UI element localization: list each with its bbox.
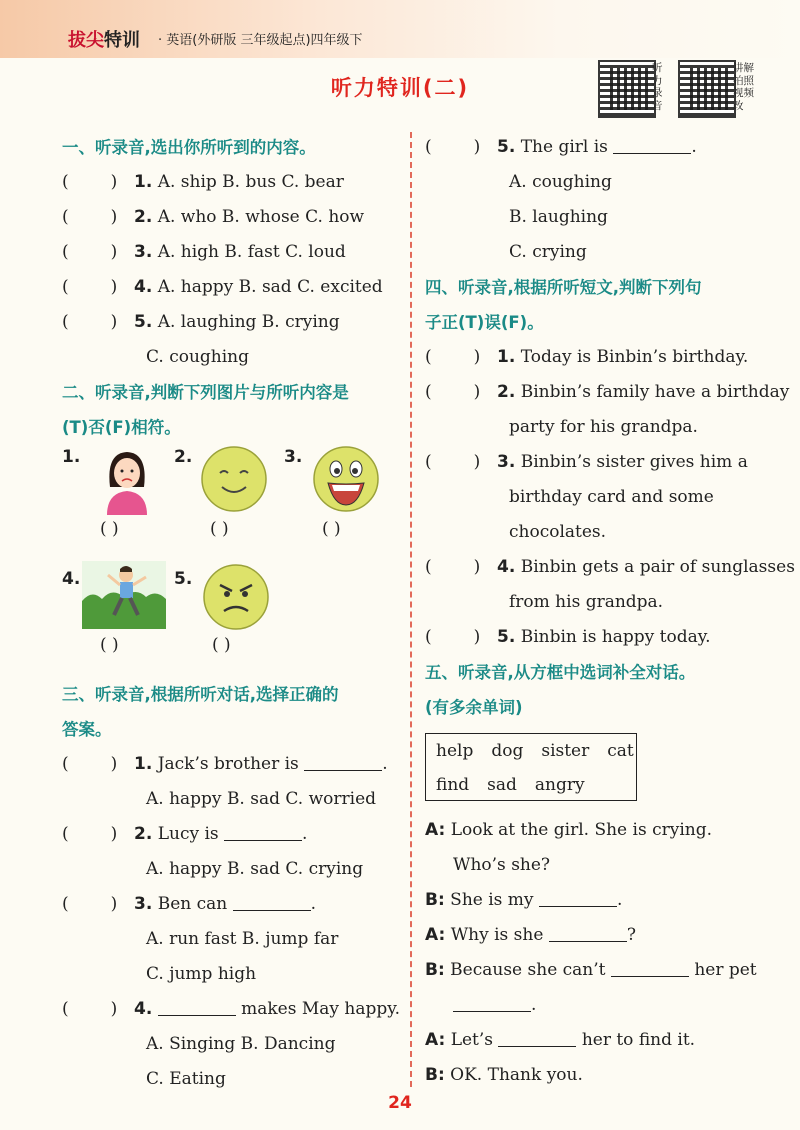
section4-heading-cont: 子正(T)误(F)。 — [425, 313, 544, 332]
fill-blank[interactable] — [453, 989, 531, 1012]
answer-paren[interactable]: ( ) — [100, 635, 119, 655]
answer-paren[interactable]: ( ) — [62, 894, 118, 914]
word-bank-word: help — [436, 741, 474, 761]
dialogue-line-4-cont: . — [425, 988, 765, 1023]
left-column — [62, 130, 402, 1097]
fill-blank[interactable] — [539, 884, 617, 907]
answer-paren[interactable]: ( ) — [212, 635, 231, 655]
s1-item: ( ) 4. A. happy B. sad C. excited — [62, 270, 402, 305]
fill-blank[interactable] — [498, 1024, 576, 1047]
page-number: 24 — [388, 1093, 412, 1113]
page-title: 听力特训(二) — [330, 76, 470, 100]
dialogue-line-3: A: Why is she ? — [425, 918, 765, 953]
dialogue-line-2: B: She is my . — [425, 883, 765, 918]
s3-q2-options: A. happy B. sad C. crying — [146, 859, 364, 879]
column-divider — [410, 132, 412, 1087]
answer-paren[interactable]: ( ) — [62, 754, 118, 774]
word-bank-word: sad — [487, 775, 517, 795]
answer-paren[interactable]: ( ) — [425, 557, 481, 577]
s1-item: ( ) 1. A. ship B. bus C. bear — [62, 165, 402, 200]
s1-item: ( ) 2. A. who B. whose C. how — [62, 200, 402, 235]
s3-q5-option-a: A. coughing — [509, 172, 612, 192]
brand-logo: 拔尖特训 — [68, 30, 140, 51]
s3-question-2: ( ) 2. Lucy is . — [62, 817, 402, 852]
answer-paren[interactable]: ( ) — [210, 519, 229, 539]
happy-boy-picture — [82, 561, 166, 629]
answer-paren[interactable]: ( ) — [425, 382, 481, 402]
answer-paren[interactable]: ( ) — [62, 312, 118, 332]
pic-label: 5. — [174, 569, 193, 589]
picture-grid — [62, 445, 402, 677]
word-bank-box — [425, 733, 637, 801]
answer-paren[interactable]: ( ) — [425, 452, 481, 472]
answer-paren[interactable]: ( ) — [62, 824, 118, 844]
s4-statement-4-cont: from his grandpa. — [509, 592, 664, 612]
right-column — [425, 130, 795, 1093]
s1-item: ( ) 5. A. laughing B. crying — [62, 305, 402, 340]
answer-paren[interactable]: ( ) — [425, 137, 481, 157]
section3-heading: 三、听录音,根据所听对话,选择正确的 — [62, 685, 339, 704]
pic-label: 4. — [62, 569, 81, 589]
qr-code-listening[interactable] — [598, 60, 656, 118]
answer-paren[interactable]: ( ) — [100, 519, 119, 539]
fill-blank[interactable] — [224, 818, 302, 841]
s4-statement-2: ( ) 2. Binbin’s family have a birthday — [425, 375, 765, 410]
s3-question-4: ( ) 4. makes May happy. — [62, 992, 402, 1027]
s4-statement-4: ( ) 4. Binbin gets a pair of sunglasses — [425, 550, 765, 585]
s3-question-1: ( ) 1. Jack’s brother is . — [62, 747, 402, 782]
dialogue-line-4: B: Because she can’t her pet — [425, 953, 765, 988]
s4-statement-2-cont: party for his grandpa. — [509, 417, 698, 437]
answer-paren[interactable]: ( ) — [62, 242, 118, 262]
s3-question-5: ( ) 5. The girl is . — [425, 130, 765, 165]
dialogue-line-5: A: Let’s her to find it. — [425, 1023, 765, 1058]
fill-blank[interactable] — [611, 954, 689, 977]
word-bank-word: find — [436, 775, 470, 795]
s3-q3-options-c: C. jump high — [146, 964, 257, 984]
answer-paren[interactable]: ( ) — [425, 347, 481, 367]
word-bank-word: sister — [541, 741, 590, 761]
qr-label-explain: 讲解拍照视频改 — [733, 62, 754, 112]
fill-blank[interactable] — [158, 993, 236, 1016]
laughing-face-picture — [312, 445, 380, 513]
fill-blank[interactable] — [304, 748, 382, 771]
s1-item: ( ) 3. A. high B. fast C. loud — [62, 235, 402, 270]
sad-girl-picture — [102, 447, 152, 515]
s4-statement-1: ( ) 1. Today is Binbin’s birthday. — [425, 340, 765, 375]
s3-q1-options: A. happy B. sad C. worried — [146, 789, 377, 809]
pic-label: 3. — [284, 447, 303, 467]
s3-q4-options-c: C. Eating — [146, 1069, 226, 1089]
s4-statement-3-cont2: chocolates. — [509, 522, 607, 542]
fill-blank[interactable] — [233, 888, 311, 911]
qr-code-explain[interactable] — [678, 60, 736, 118]
fill-blank[interactable] — [613, 131, 691, 154]
section1-heading: 一、听录音,选出你所听到的内容。 — [62, 138, 316, 157]
pic-label: 1. — [62, 447, 81, 467]
section3-heading-cont: 答案。 — [62, 720, 112, 739]
s3-q5-option-c: C. crying — [509, 242, 587, 262]
s4-statement-5: ( ) 5. Binbin is happy today. — [425, 620, 765, 655]
dialogue-line-1: A: Look at the girl. She is crying. — [425, 820, 713, 840]
smiling-face-picture — [200, 445, 268, 513]
answer-paren[interactable]: ( ) — [62, 999, 118, 1019]
s1-item5-option-c: C. coughing — [146, 347, 250, 367]
section4-heading: 四、听录音,根据所听短文,判断下列句 — [425, 278, 702, 297]
angry-face-picture — [202, 563, 270, 631]
s3-q5-option-b: B. laughing — [509, 207, 608, 227]
s3-question-3: ( ) 3. Ben can . — [62, 887, 402, 922]
section5-heading: 五、听录音,从方框中选词补全对话。 — [425, 663, 696, 682]
answer-paren[interactable]: ( ) — [62, 172, 118, 192]
s4-statement-3: ( ) 3. Binbin’s sister gives him a — [425, 445, 765, 480]
subject-line: · 英语(外研版 三年级起点)四年级下 — [158, 33, 363, 48]
s3-q4-options: A. Singing B. Dancing — [146, 1034, 336, 1054]
word-bank-word: dog — [491, 741, 524, 761]
answer-paren[interactable]: ( ) — [322, 519, 341, 539]
answer-paren[interactable]: ( ) — [62, 277, 118, 297]
pic-label: 2. — [174, 447, 193, 467]
s4-statement-3-cont: birthday card and some — [509, 487, 714, 507]
section2-heading-cont: (T)否(F)相符。 — [62, 418, 181, 437]
answer-paren[interactable]: ( ) — [425, 627, 481, 647]
qr-label-listening: 听力录音 — [652, 62, 663, 112]
answer-paren[interactable]: ( ) — [62, 207, 118, 227]
dialogue-line-1-cont: Who’s she? — [453, 855, 551, 875]
word-bank-word: cat — [607, 741, 634, 761]
word-bank-word: angry — [534, 775, 585, 795]
dialogue-line-6: B: OK. Thank you. — [425, 1065, 583, 1085]
section2-heading: 二、听录音,判断下列图片与所听内容是 — [62, 383, 349, 402]
s3-q3-options: A. run fast B. jump far — [146, 929, 339, 949]
fill-blank[interactable] — [549, 919, 627, 942]
section5-heading-cont: (有多余单词) — [425, 698, 523, 717]
